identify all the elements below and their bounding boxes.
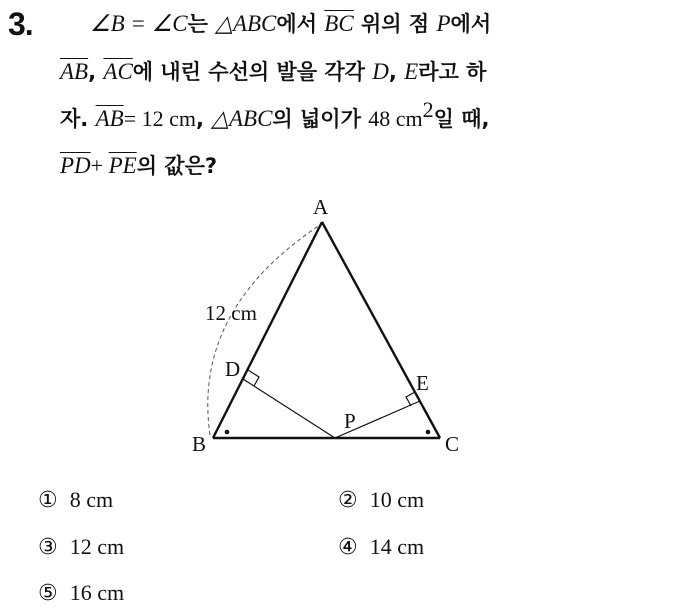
label-e: E bbox=[416, 371, 429, 395]
text: 에 내린 수선의 발을 각각 bbox=[132, 60, 373, 84]
choice-value: 14 cm bbox=[369, 534, 425, 559]
point-p: P bbox=[436, 11, 451, 36]
choice-value: 12 cm bbox=[69, 534, 125, 559]
choice-3[interactable] bbox=[38, 534, 124, 560]
triangle-area: 48 cm bbox=[368, 106, 423, 131]
text: 자. bbox=[60, 107, 96, 131]
triangle-name: △ABC bbox=[211, 106, 273, 131]
segment-pd: $\overline{PD}$ bbox=[60, 153, 91, 178]
choice-symbol: ① bbox=[38, 488, 58, 513]
label-p: P bbox=[344, 409, 356, 433]
choice-symbol: ④ bbox=[338, 535, 358, 560]
angle-mark-c bbox=[426, 430, 431, 435]
text: 의 값은? bbox=[136, 154, 218, 178]
point-e: E bbox=[404, 59, 419, 84]
label-a: A bbox=[313, 195, 329, 219]
choice-symbol: ⑤ bbox=[38, 581, 58, 606]
angle-condition: ∠B = ∠C bbox=[90, 11, 188, 36]
segment-pe: $\overline{PE}$ bbox=[108, 153, 137, 178]
segment-ac: $\overline{AC}$ bbox=[103, 59, 133, 84]
question-line-1 bbox=[90, 8, 491, 40]
text: 일 때, bbox=[433, 107, 490, 131]
question-line-2 bbox=[60, 56, 486, 88]
question-number: 3. bbox=[8, 6, 33, 42]
choice-5[interactable] bbox=[38, 580, 124, 606]
triangle-name: △ABC bbox=[215, 11, 277, 36]
segment-ab: $\overline{AB}$ bbox=[95, 106, 124, 131]
text: 위의 점 bbox=[353, 12, 437, 36]
choice-value: 8 cm bbox=[69, 487, 114, 512]
side-ac bbox=[322, 222, 440, 438]
point-d: D bbox=[372, 59, 389, 84]
side-ab bbox=[213, 222, 322, 438]
text: 에서 bbox=[450, 12, 492, 36]
text: 의 넓이가 bbox=[272, 107, 369, 131]
triangle-figure bbox=[180, 190, 480, 470]
choice-symbol: ③ bbox=[38, 535, 58, 560]
segment-bc: $\overline{BC}$ bbox=[324, 11, 354, 36]
ab-length: = 12 cm bbox=[123, 106, 196, 131]
perpendicular-pd bbox=[243, 379, 335, 438]
area-exponent: 2 bbox=[422, 97, 434, 122]
text: 라고 하 bbox=[418, 60, 487, 84]
length-arc-ab bbox=[208, 225, 320, 435]
choice-2[interactable] bbox=[338, 487, 424, 513]
segment-ab: $\overline{AB}$ bbox=[60, 59, 89, 84]
text: , bbox=[88, 60, 104, 84]
choice-value: 10 cm bbox=[369, 487, 425, 512]
text: , bbox=[388, 60, 405, 84]
text: 에서 bbox=[276, 12, 325, 36]
choice-1[interactable] bbox=[38, 487, 113, 513]
angle-mark-b bbox=[225, 430, 230, 435]
question-line-3 bbox=[60, 97, 490, 135]
plus-sign: + bbox=[90, 153, 109, 178]
label-d: D bbox=[225, 357, 241, 381]
text: 는 bbox=[187, 12, 216, 36]
question-line-4 bbox=[60, 150, 217, 182]
label-c: C bbox=[445, 432, 460, 456]
text: , bbox=[195, 107, 212, 131]
label-b: B bbox=[192, 432, 207, 456]
choice-4[interactable] bbox=[338, 534, 424, 560]
choice-value: 16 cm bbox=[69, 580, 125, 605]
label-ab-length: 12 cm bbox=[205, 301, 257, 325]
choice-symbol: ② bbox=[338, 488, 358, 513]
